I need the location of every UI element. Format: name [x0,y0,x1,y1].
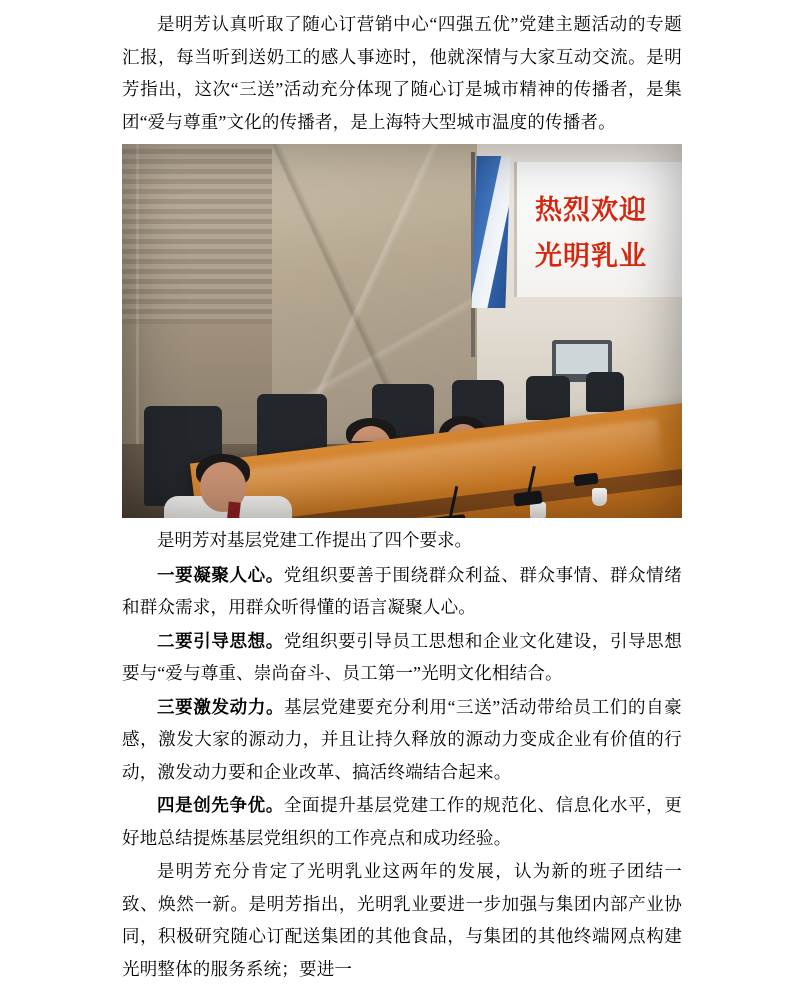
requirement-1-text: 党组织要善于围绕群众利益、群众事情、群众情绪和群众需求，用群众听得懂的语言凝聚人心。 [122,564,682,617]
chair [586,372,624,412]
photo-caption: 是明芳对基层党建工作提出了四个要求。 [157,530,472,550]
drinking-cup [592,488,607,506]
requirement-3 [122,691,682,789]
banner-line-1: 热烈欢迎 [535,195,647,225]
company-flag [471,156,510,308]
requirement-1 [122,559,682,624]
requirement-2-lead: 二要引导思想。 [157,630,284,651]
requirement-2-text: 党组织要引导员工思想和企业文化建设，引导思想要与“爱与尊重、崇尚奋斗、员工第一”光明文化相结合。 [122,630,682,683]
paragraph-intro: 是明芳认真听取了随心订营销中心“四强五优”党建主题活动的专题汇报，每当听到送奶工的感人事迹时，他就深情与大家互动交流。是明芳指出，这次“三送”活动充分体现了随心订是城市精神的传播者，是集团“爱与尊重”文化的传播者，是上海特大型城市温度的传播者。 [122,14,682,132]
requirement-4-text: 全面提升基层党建工作的规范化、信息化水平，更好地总结提炼基层党组织的工作亮点和成功经验。 [122,795,682,848]
meeting-photo [122,144,682,518]
photo-canvas [122,144,682,518]
banner-line-2: 光明乳业 [535,241,647,271]
projection-screen [514,162,682,297]
requirement-4-lead: 四是创先争优。 [157,795,284,815]
paragraph-closing: 是明芳充分肯定了光明乳业这两年的发展，认为新的班子团结一致、焕然一新。是明芳指出，光明乳业要进一步加强与集团内部产业协同，积极研究随心订配送集团的其他食品，与集团的其他终端网点构建光明整体的服务系统；要进一 [122,861,682,979]
requirement-2 [122,625,682,690]
requirement-3-text: 基层党建要充分利用“三送”活动带给员工们的自豪感，激发大家的源动力，并且让持久释放的源动力变成企业有价值的行动，激发动力要和企业改革、搞活终端结合起来。 [122,696,682,782]
requirement-1-lead: 一要凝聚人心。 [157,564,284,585]
requirement-3-lead: 三要激发动力。 [157,696,285,717]
window-blinds [122,144,272,324]
requirement-4 [122,789,682,854]
chair [526,376,570,420]
